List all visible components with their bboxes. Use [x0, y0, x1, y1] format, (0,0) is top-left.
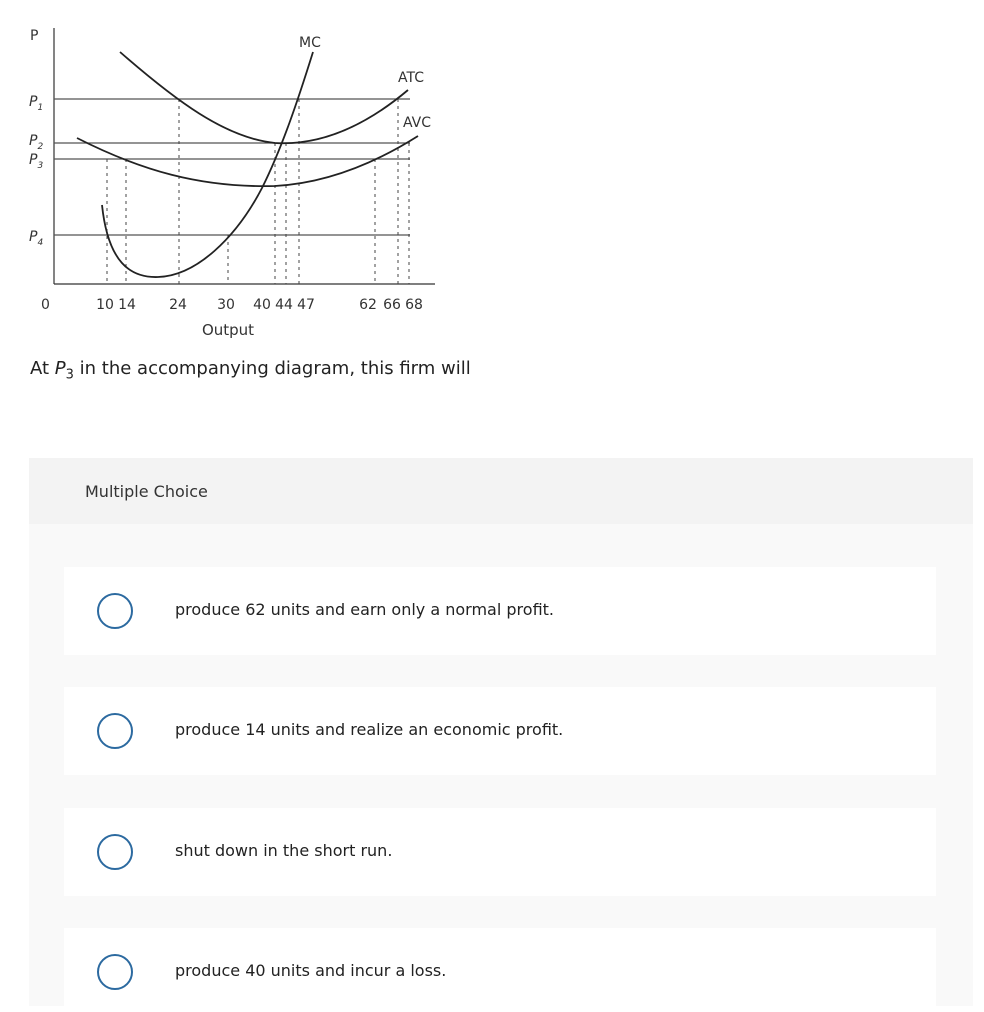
price-label-p2: $P_2$	[29, 133, 44, 152]
x-tick-label: 24	[169, 297, 187, 313]
answer-option-label: shut down in the short run.	[175, 841, 393, 860]
answer-option-label: produce 14 units and realize an economic profit.	[175, 720, 564, 739]
multiple-choice-header	[29, 458, 973, 524]
cost-curves-diagram	[0, 0, 480, 345]
question-price-variable: $P_3$	[54, 358, 74, 383]
answer-option-1[interactable]	[64, 567, 936, 655]
x-axis-label: Output	[201, 321, 255, 339]
mc-curve	[102, 52, 313, 277]
answer-option-2[interactable]	[64, 687, 936, 775]
question-suffix: in the accompanying diagram, this firm will	[73, 358, 471, 379]
answer-option-4[interactable]	[64, 928, 936, 1006]
x-tick-labels	[96, 297, 423, 313]
radio-button[interactable]	[97, 713, 133, 749]
x-tick-label: 66	[383, 297, 401, 313]
radio-button[interactable]	[97, 954, 133, 990]
radio-button[interactable]	[97, 834, 133, 870]
question-text	[30, 358, 471, 383]
answer-option-3[interactable]	[64, 808, 936, 896]
x-tick-label: 62	[359, 297, 377, 313]
question-prefix: At	[30, 358, 55, 379]
x-tick-label: 30	[217, 297, 235, 313]
x-tick-label: 68	[405, 297, 423, 313]
atc-label: ATC	[398, 70, 424, 86]
x-tick-label: 40	[253, 297, 271, 313]
atc-curve	[120, 52, 408, 143]
price-label-p3: $P_3$	[29, 152, 44, 171]
answer-option-label: produce 40 units and incur a loss.	[175, 961, 447, 980]
multiple-choice-title: Multiple Choice	[85, 482, 208, 501]
x-tick-label: 10	[96, 297, 114, 313]
origin-label: 0	[41, 297, 50, 313]
avc-label: AVC	[403, 115, 432, 131]
radio-button[interactable]	[97, 593, 133, 629]
price-label-p4: $P_4$	[29, 229, 44, 248]
x-tick-label: 47	[297, 297, 315, 313]
multiple-choice-panel	[29, 458, 973, 1006]
x-tick-label: 14	[118, 297, 136, 313]
y-axis-label: P	[30, 28, 39, 44]
dashed-guides	[107, 99, 409, 284]
mc-label: MC	[299, 35, 321, 51]
price-label-p1: $P_1$	[29, 94, 44, 113]
x-tick-label: 44	[275, 297, 293, 313]
answer-option-label: produce 62 units and earn only a normal profit.	[175, 600, 554, 619]
